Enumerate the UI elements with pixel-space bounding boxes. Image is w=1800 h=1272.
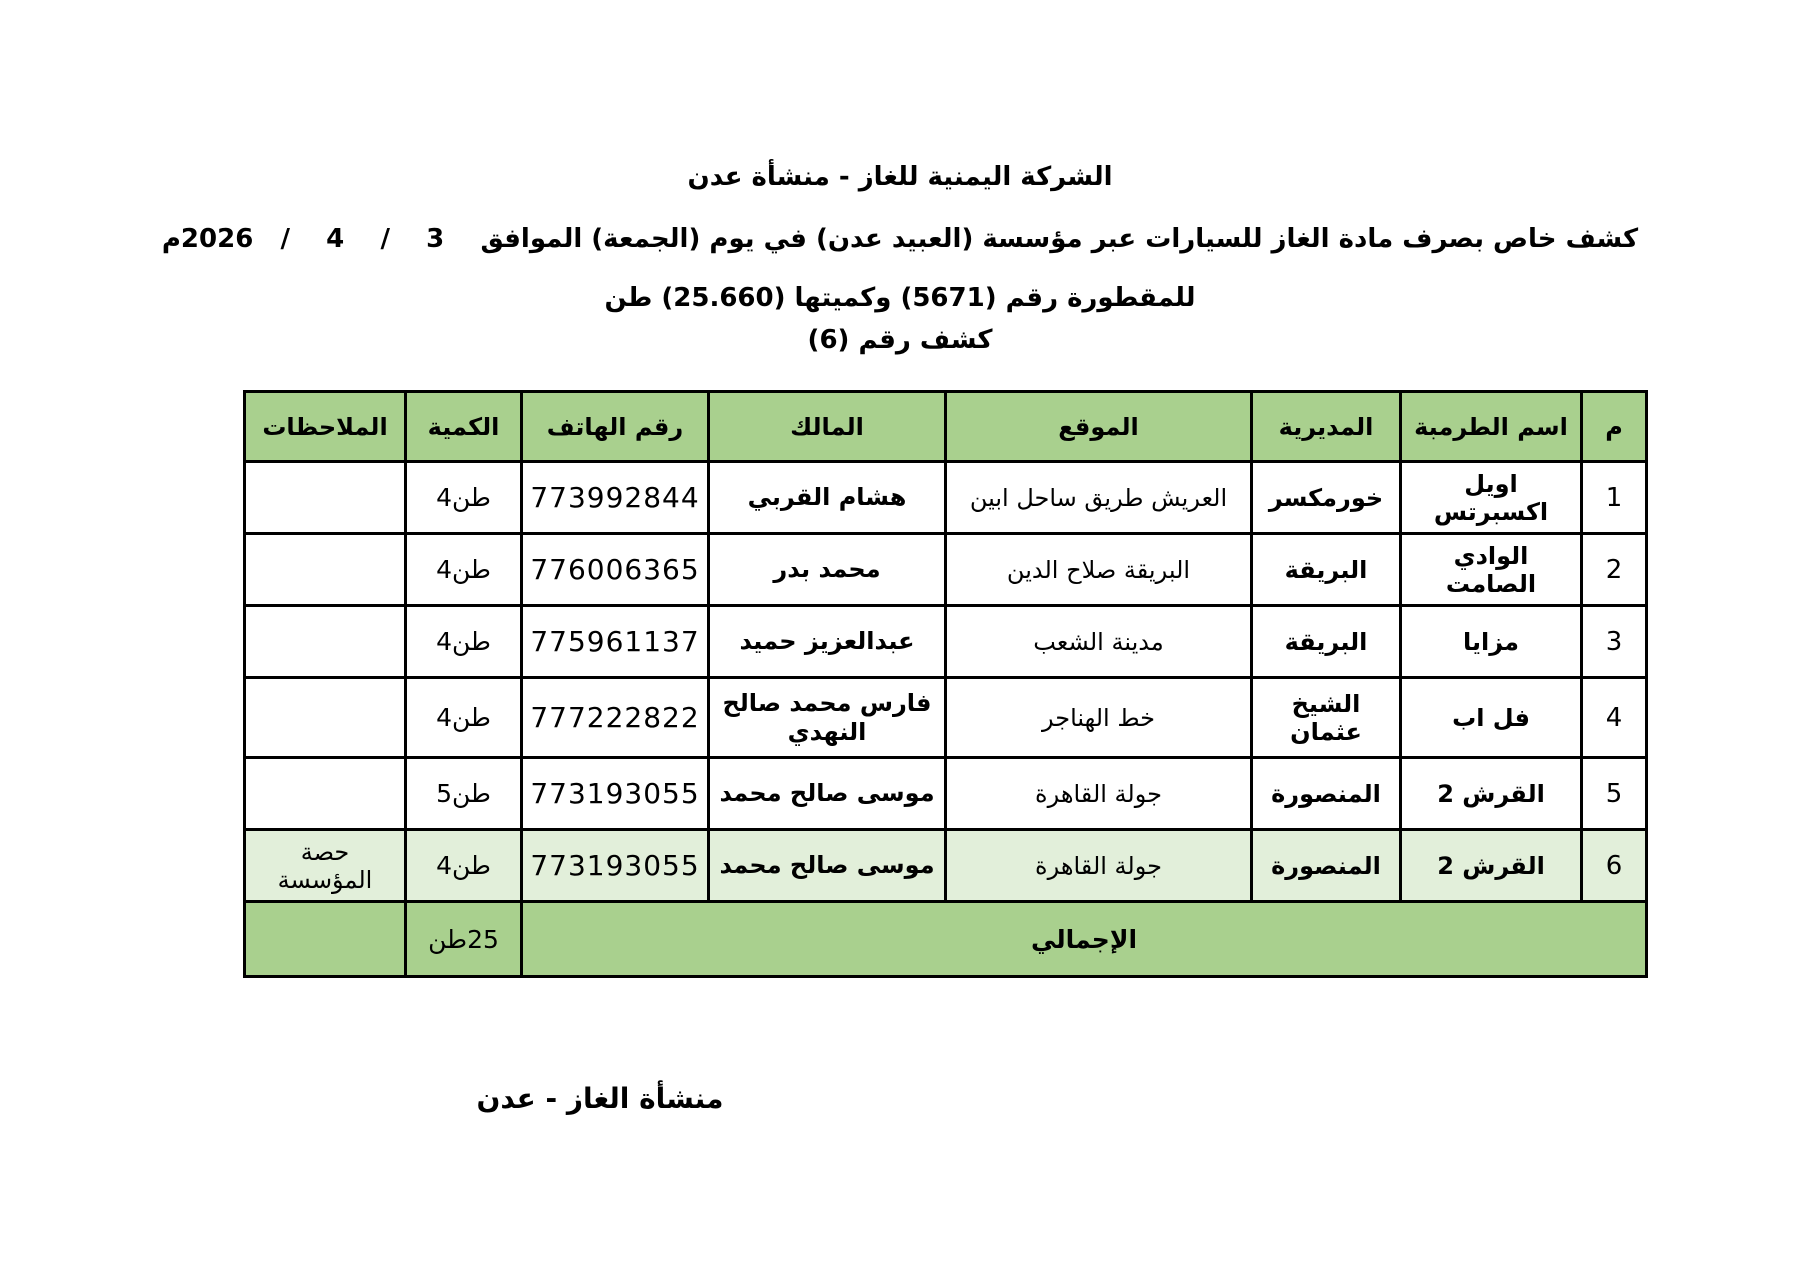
cell-number: 5 xyxy=(1582,758,1647,830)
signature-line: منشأة الغاز - عدن xyxy=(476,1082,724,1115)
table-row xyxy=(245,678,1647,758)
cell-quantity: 4طن xyxy=(406,606,522,678)
cell-district: البريقة xyxy=(1252,606,1401,678)
cell-phone: 775961137 xyxy=(522,606,709,678)
cell-district: خورمكسر xyxy=(1252,462,1401,534)
cell-pump-name: مزايا xyxy=(1401,606,1582,678)
cell-phone: 773992844 xyxy=(522,462,709,534)
cell-pump-name: القرش 2 xyxy=(1401,758,1582,830)
table-row xyxy=(245,758,1647,830)
cell-quantity: 5طن xyxy=(406,758,522,830)
table-header-row xyxy=(245,392,1647,462)
cell-owner: موسى صالح محمد xyxy=(709,830,946,902)
table-row xyxy=(245,606,1647,678)
distribution-table xyxy=(243,390,1648,978)
col-header-number: م xyxy=(1582,392,1647,462)
col-header-notes: الملاحظات xyxy=(245,392,406,462)
document-header xyxy=(0,160,1800,357)
col-header-owner: المالك xyxy=(709,392,946,462)
cell-number: 3 xyxy=(1582,606,1647,678)
cell-district: المنصورة xyxy=(1252,758,1401,830)
cell-phone: 773193055 xyxy=(522,830,709,902)
cell-location: العريش طريق ساحل ابين xyxy=(946,462,1252,534)
cell-district: البريقة xyxy=(1252,534,1401,606)
cell-notes xyxy=(245,534,406,606)
cell-total-notes xyxy=(245,902,406,977)
cell-quantity: 4طن xyxy=(406,462,522,534)
trailer-info: للمقطورة رقم (5671) وكميتها (25.660) طن xyxy=(604,283,1196,313)
cell-location: البريقة صلاح الدين xyxy=(946,534,1252,606)
cell-phone: 777222822 xyxy=(522,678,709,758)
table-row-highlighted xyxy=(245,830,1647,902)
statement-description: كشف خاص بصرف مادة الغاز للسيارات عبر مؤسسة (العبيد عدن) في يوم (الجمعة) الموافق 3 / 4 / 2026م xyxy=(161,224,1639,254)
cell-number: 1 xyxy=(1582,462,1647,534)
statement-number: كشف رقم (6) xyxy=(807,325,993,355)
cell-pump-name: الوادي الصامت xyxy=(1401,534,1582,606)
col-header-district: المديرية xyxy=(1252,392,1401,462)
cell-pump-name: فل اب xyxy=(1401,678,1582,758)
cell-owner: عبدالعزيز حميد xyxy=(709,606,946,678)
cell-owner: هشام القربي xyxy=(709,462,946,534)
cell-district: المنصورة xyxy=(1252,830,1401,902)
cell-location: جولة القاهرة xyxy=(946,758,1252,830)
cell-total-label: الإجمالي xyxy=(522,902,1647,977)
cell-number: 2 xyxy=(1582,534,1647,606)
cell-quantity: 4طن xyxy=(406,678,522,758)
cell-location: خط الهناجر xyxy=(946,678,1252,758)
table-row xyxy=(245,534,1647,606)
cell-notes: حصة المؤسسة xyxy=(245,830,406,902)
cell-phone: 776006365 xyxy=(522,534,709,606)
cell-quantity: 4طن xyxy=(406,830,522,902)
col-header-location: الموقع xyxy=(946,392,1252,462)
cell-total-quantity: 25طن xyxy=(406,902,522,977)
cell-notes xyxy=(245,606,406,678)
col-header-phone: رقم الهاتف xyxy=(522,392,709,462)
cell-quantity: 4طن xyxy=(406,534,522,606)
cell-pump-name: القرش 2 xyxy=(1401,830,1582,902)
cell-number: 4 xyxy=(1582,678,1647,758)
col-header-quantity: الكمية xyxy=(406,392,522,462)
cell-notes xyxy=(245,678,406,758)
cell-owner: محمد بدر xyxy=(709,534,946,606)
cell-owner: موسى صالح محمد xyxy=(709,758,946,830)
cell-phone: 773193055 xyxy=(522,758,709,830)
distribution-table-wrapper xyxy=(243,390,1648,978)
cell-pump-name: اويل اكسبرتس xyxy=(1401,462,1582,534)
cell-owner: فارس محمد صالح النهدي xyxy=(709,678,946,758)
cell-location: جولة القاهرة xyxy=(946,830,1252,902)
cell-notes xyxy=(245,462,406,534)
table-total-row xyxy=(245,902,1647,977)
cell-district: الشيخ عثمان xyxy=(1252,678,1401,758)
cell-notes xyxy=(245,758,406,830)
cell-number: 6 xyxy=(1582,830,1647,902)
company-title: الشركة اليمنية للغاز - منشأة عدن xyxy=(687,162,1113,192)
table-row xyxy=(245,462,1647,534)
col-header-pump-name: اسم الطرمبة xyxy=(1401,392,1582,462)
cell-location: مدينة الشعب xyxy=(946,606,1252,678)
